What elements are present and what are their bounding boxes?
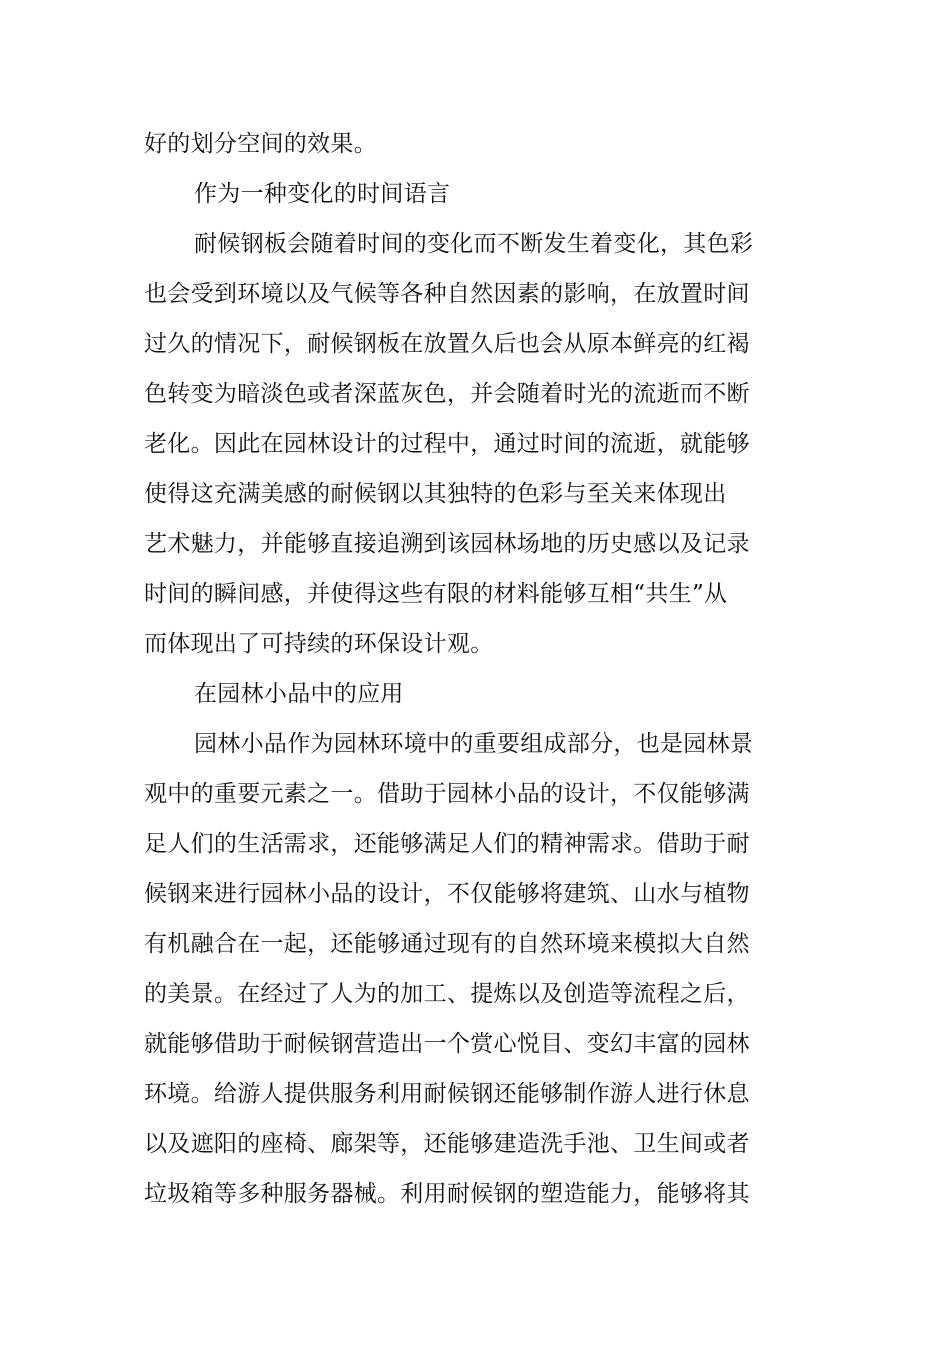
text-line: 以及遮阳的座椅、廊架等，还能够建造洗手池、卫生间或者 <box>144 1131 750 1157</box>
text-line: 就能够借助于耐候钢营造出一个赏心悦目、变幻丰富的园林 <box>144 1031 750 1057</box>
text-line: 艺术魅力，并能够直接追溯到该园林场地的历史感以及记录 <box>144 531 750 557</box>
text-line: 老化。因此在园林设计的过程中，通过时间的流逝，就能够 <box>144 431 750 457</box>
text-line: 色转变为暗淡色或者深蓝灰色，并会随着时光的流逝而不断 <box>144 381 750 407</box>
text-line: 有机融合在一起，还能够通过现有的自然环境来模拟大自然 <box>144 931 750 957</box>
text-line: 环境。给游人提供服务利用耐候钢还能够制作游人进行休息 <box>144 1081 750 1107</box>
text-line: 垃圾箱等多种服务器械。利用耐候钢的塑造能力，能够将其 <box>144 1181 750 1207</box>
text-line: 时间的瞬间感，并使得这些有限的材料能够互相“共生”从 <box>144 581 728 607</box>
text-line: 的美景。在经过了人为的加工、提炼以及创造等流程之后， <box>144 981 750 1007</box>
text-line: 观中的重要元素之一。借助于园林小品的设计，不仅能够满 <box>144 781 750 807</box>
text-line: 使得这充满美感的耐候钢以其独特的色彩与至关来体现出 <box>144 481 727 507</box>
text-line: 好的划分空间的效果。 <box>144 131 377 157</box>
text-line: 而体现出了可持续的环保设计观。 <box>144 631 494 657</box>
text-line: 也会受到环境以及气候等各种自然因素的影响，在放置时间 <box>144 281 750 307</box>
text-line: 候钢来进行园林小品的设计，不仅能够将建筑、山水与植物 <box>144 881 750 907</box>
text-line: 过久的情况下，耐候钢板在放置久后也会从原本鲜亮的红褐 <box>144 331 750 357</box>
section-heading: 在园林小品中的应用 <box>194 681 404 707</box>
text-line: 园林小品作为园林环境中的重要组成部分，也是园林景 <box>194 731 754 757</box>
text-line: 耐候钢板会随着时间的变化而不断发生着变化，其色彩 <box>194 231 754 257</box>
text-line: 足人们的生活需求，还能够满足人们的精神需求。借助于耐 <box>144 831 750 857</box>
section-heading: 作为一种变化的时间语言 <box>194 181 451 207</box>
